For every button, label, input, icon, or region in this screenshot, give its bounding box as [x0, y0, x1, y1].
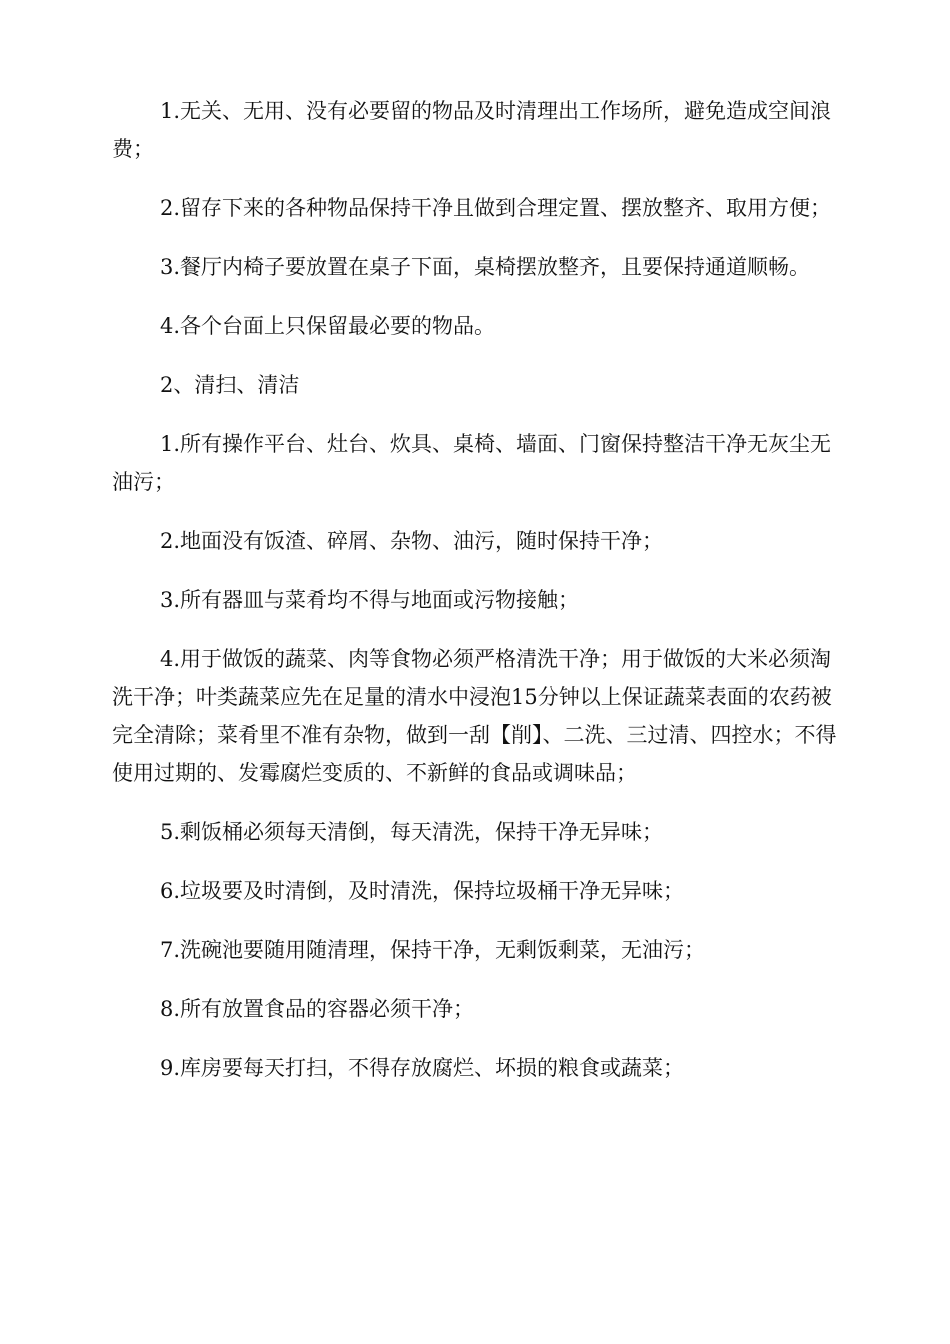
paragraph-item-6-cleaning: 6.垃圾要及时清倒，及时清洗，保持垃圾桶干净无异味； — [160, 879, 685, 903]
paragraph-item-3-cleaning: 3.所有器皿与菜肴均不得与地面或污物接触； — [160, 588, 580, 612]
paragraph-item-4: 4.各个台面上只保留最必要的物品。 — [160, 314, 496, 338]
document-body — [112, 92, 852, 1087]
paragraph-item-7-cleaning: 7.洗碗池要随用随清理，保持干净，无剩饭剩菜，无油污； — [160, 938, 706, 962]
paragraph-item-3: 3.餐厅内椅子要放置在桌子下面，桌椅摆放整齐，且要保持通道顺畅。 — [160, 255, 811, 279]
paragraph-item-9-cleaning: 9.库房要每天打扫，不得存放腐烂、坏损的粮食或蔬菜； — [160, 1056, 685, 1080]
paragraph-item-4-cleaning: 4.用于做饭的蔬菜、肉等食物必须严格清洗干净；用于做饭的大米必须淘洗干净；叶类蔬菜应先在足量的清水中浸泡15分钟以上保证蔬菜表面的农药被完全清除；菜肴里不准有杂物，做到一刮【削】、二洗、三过清、四控水；不得使用过期的、发霉腐烂变质的、不新鲜的食品或调味品； — [112, 647, 837, 785]
paragraph-item-1-cleaning: 1.所有操作平台、灶台、炊具、桌椅、墙面、门窗保持整洁干净无灰尘无油污； — [112, 432, 832, 494]
paragraph-item-8-cleaning: 8.所有放置食品的容器必须干净； — [160, 997, 475, 1021]
paragraph-item-1: 1.无关、无用、没有必要留的物品及时清理出工作场所，避免造成空间浪费； — [112, 99, 832, 161]
paragraph-item-2: 2.留存下来的各种物品保持干净且做到合理定置、摆放整齐、取用方便； — [160, 196, 832, 220]
paragraph-item-2-cleaning: 2.地面没有饭渣、碎屑、杂物、油污，随时保持干净； — [160, 529, 664, 553]
section-heading-cleaning: 2、清扫、清洁 — [160, 373, 300, 397]
paragraph-item-5-cleaning: 5.剩饭桶必须每天清倒，每天清洗，保持干净无异味； — [160, 820, 664, 844]
